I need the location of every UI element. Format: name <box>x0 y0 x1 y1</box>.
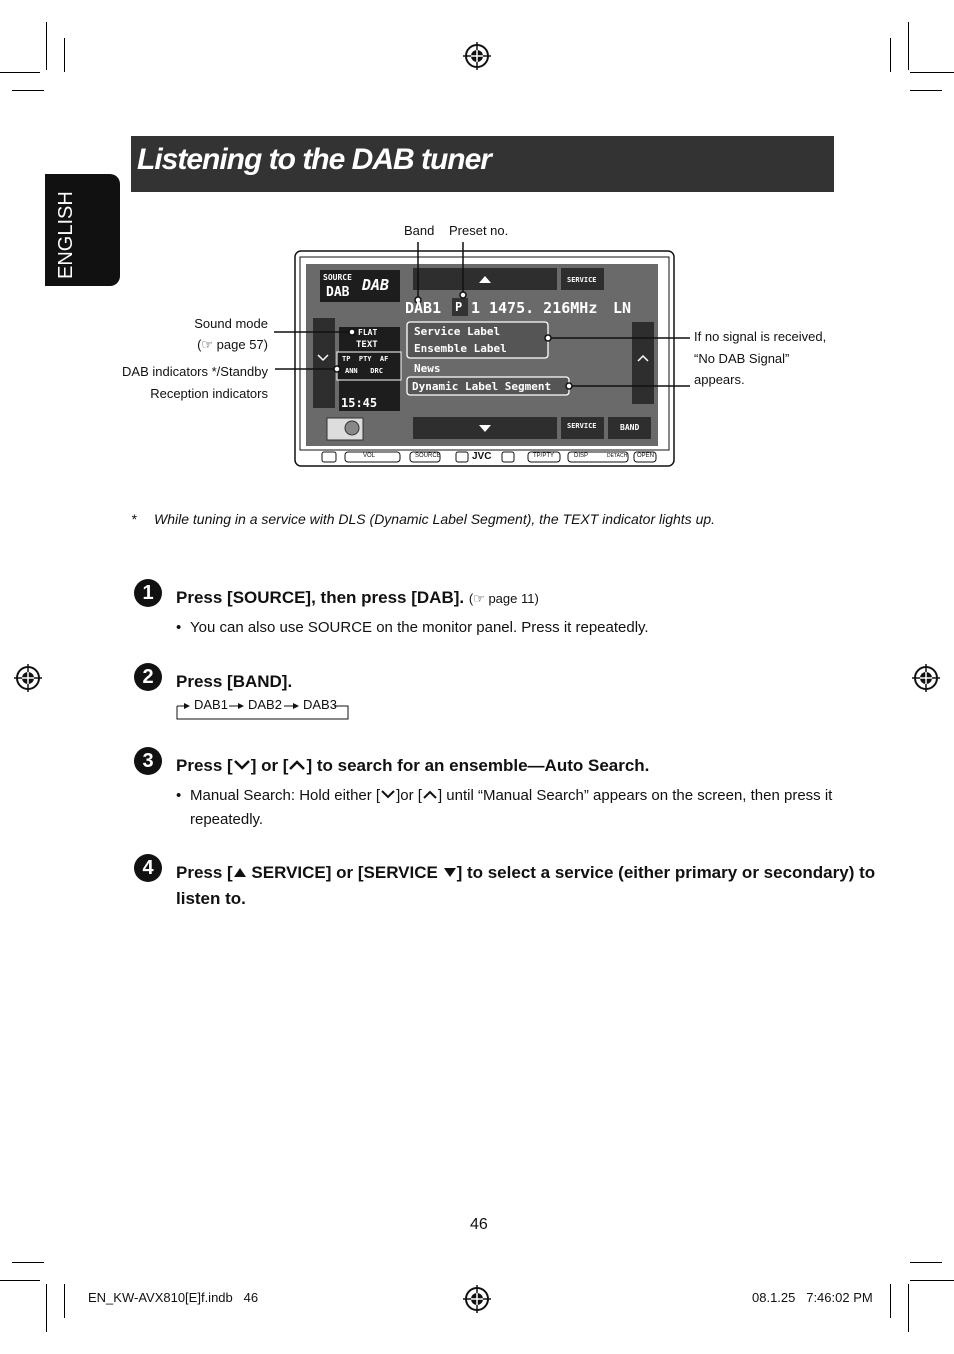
chevron-up-icon <box>288 759 306 771</box>
screen-news: News <box>414 362 441 375</box>
panel-open[interactable]: OPEN <box>637 453 655 459</box>
step-1-number: 1 <box>134 579 162 607</box>
screen-frequency: 1475. 216MHz <box>489 299 598 317</box>
chevron-down-icon <box>233 759 251 771</box>
step-4-number: 4 <box>134 854 162 882</box>
screen-ensemble-label: Ensemble Label <box>414 342 507 355</box>
screen-band-button[interactable]: BAND <box>620 423 640 432</box>
step-1-page-ref: (☞ page 11) <box>468 591 539 606</box>
callout-dab-indicators: DAB indicators */Standby <box>122 364 268 379</box>
chevron-down-icon <box>380 789 396 800</box>
panel-detach[interactable]: DETACH <box>607 453 628 459</box>
screen-preset-num: 1 <box>471 299 481 317</box>
step-2-heading: Press [BAND]. <box>176 672 293 691</box>
panel-disp[interactable]: DISP <box>574 453 589 459</box>
callout-no-signal-appears: appears. <box>694 372 745 387</box>
band-seq-1: DAB1 <box>194 697 228 712</box>
page-number: 46 <box>470 1216 488 1233</box>
step-3-heading <box>176 756 649 776</box>
screen-flat: FLAT <box>358 328 378 337</box>
footnote-mark: * <box>131 511 137 527</box>
registration-mark-icon <box>14 664 42 692</box>
crop-mark <box>890 1284 891 1318</box>
step-3-bullet-b: ]or [ <box>396 787 422 804</box>
callout-no-signal: If no signal is received, <box>694 329 827 344</box>
panel-tppty[interactable]: TP/PTY <box>533 453 555 459</box>
step-3-head-c: ] to search for an ensemble—Auto Search. <box>306 756 650 775</box>
screen-text-indicator: TEXT <box>356 340 378 350</box>
triangle-down-icon <box>443 866 457 878</box>
screen-source-label: SOURCE <box>323 273 352 282</box>
screen-indicators-row1: TP PTY AF <box>342 355 389 363</box>
crop-mark <box>64 1284 65 1318</box>
step-1-heading-text: Press [SOURCE], then press [DAB]. <box>176 588 465 607</box>
language-tab-label: ENGLISH <box>55 191 77 279</box>
screen-dls: Dynamic Label Segment <box>412 380 552 393</box>
registration-mark-icon <box>463 1285 491 1313</box>
step-4-heading-continued: listen to. <box>176 889 246 908</box>
screen-clock: 15:45 <box>341 396 378 410</box>
screen-service-bottom[interactable]: SERVICE <box>567 422 597 430</box>
step-3-bullet-continued: repeatedly. <box>190 811 264 828</box>
page-title: Listening to the DAB tuner <box>137 143 491 176</box>
step-4-head-c: ] to select a service (either primary or secondary) to <box>456 863 876 882</box>
screen-ln: LN <box>613 299 632 317</box>
step-3-number: 3 <box>134 747 162 775</box>
band-seq-3: DAB3 <box>303 697 337 712</box>
callout-no-signal-message: “No DAB Signal” <box>694 351 790 366</box>
dab-logo-icon: DAB <box>362 276 390 294</box>
crop-mark <box>46 1284 47 1332</box>
crop-mark <box>0 1280 40 1281</box>
screen-service-label: Service Label <box>414 325 501 338</box>
crop-mark <box>12 1262 44 1263</box>
step-3-head-a: Press [ <box>176 756 233 775</box>
step-1-heading <box>176 588 539 608</box>
device-diagram <box>0 0 954 500</box>
step-4-head-a: Press [ <box>176 863 233 882</box>
screen-service-top[interactable]: SERVICE <box>567 276 597 284</box>
crop-mark <box>908 1284 909 1332</box>
screen-dab-label: DAB <box>326 285 350 300</box>
step-3-bullet-a: Manual Search: Hold either [ <box>190 787 381 804</box>
screen-band-info: DAB1 <box>405 299 442 317</box>
callout-preset: Preset no. <box>449 223 509 238</box>
step-2-number: 2 <box>134 663 162 691</box>
panel-source[interactable]: SOURCE <box>415 453 441 459</box>
callout-sound-mode-ref: (☞ page 57) <box>197 337 268 352</box>
step-1-bullet: • You can also use SOURCE on the monitor panel. Press it repeatedly. <box>190 619 649 636</box>
step-4-heading <box>176 863 875 883</box>
crop-mark <box>910 1262 942 1263</box>
band-seq-2: DAB2 <box>248 697 282 712</box>
triangle-up-icon <box>233 866 247 878</box>
callout-band: Band <box>404 223 435 238</box>
panel-vol[interactable]: VOL <box>363 453 376 459</box>
screen-preset-p: P <box>455 300 463 314</box>
step-4-head-b: SERVICE] or [SERVICE <box>246 863 443 882</box>
chevron-up-icon <box>422 789 438 800</box>
screen-indicators-row2: ANN DRC <box>345 367 383 375</box>
panel-brand-logo: JVC <box>472 451 492 462</box>
step-3-head-b: ] or [ <box>250 756 289 775</box>
registration-mark-icon <box>912 664 940 692</box>
callout-reception-indicators: Reception indicators <box>150 386 268 401</box>
crop-mark <box>910 1280 954 1281</box>
footer-date: 08.1.25 7:46:02 PM <box>752 1290 873 1305</box>
footer-file: EN_KW-AVX810[E]f.indb 46 <box>88 1290 259 1305</box>
callout-sound-mode: Sound mode <box>194 316 268 331</box>
footnote-text: While tuning in a service with DLS (Dynamic Label Segment), the TEXT indicator lights up. <box>154 511 716 527</box>
step-3-bullet <box>190 787 832 804</box>
step-3-bullet-c: ] until “Manual Search” appears on the screen, then press it <box>437 787 833 804</box>
